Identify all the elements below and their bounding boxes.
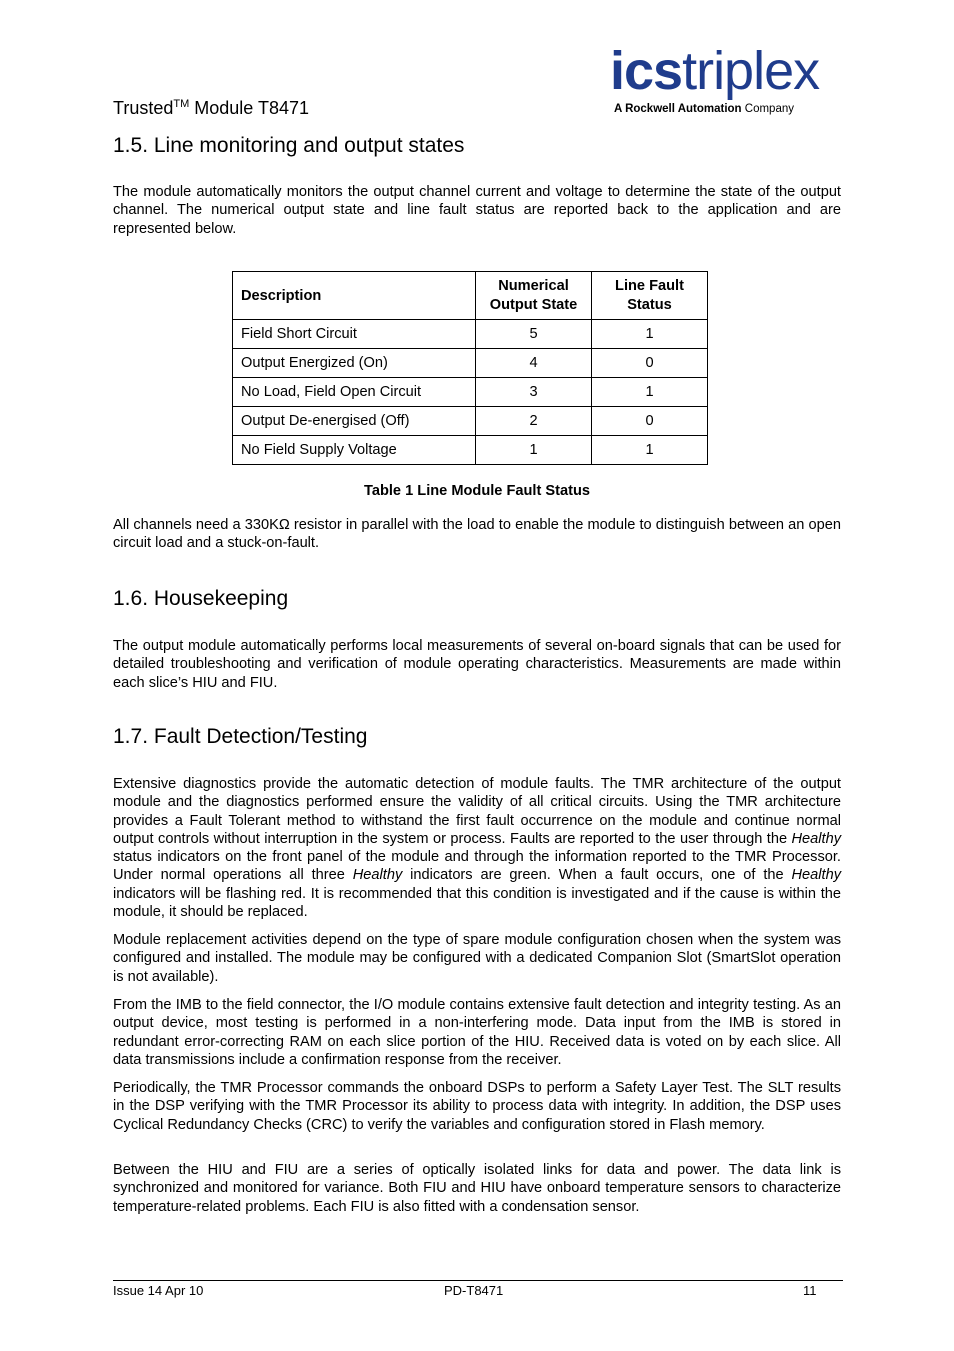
- table-row: [233, 436, 708, 465]
- table-row: [233, 378, 708, 407]
- cell-numerical: 3: [476, 378, 592, 407]
- cell-description: Output De-energised (Off): [233, 407, 476, 436]
- cell-line-fault: 1: [592, 378, 708, 407]
- cell-description: No Field Supply Voltage: [233, 436, 476, 465]
- fault-detection-paragraph-1: Extensive diagnostics provide the automatic detection of module faults. The TMR architecture of the output module and the diagnostics performed ensure the validity of all critical circuits. Using the TMR architecture provides a Fault Tolerant method to withstand the first fault occurrence on the module and continue normal output controls without interruption in the system or process. Faults are reported to the user through the Healthy status indicators on the front panel of the module and through the information reported to the TMR Processor. Under normal operations all three Healthy indicators are green. When a fault occurs, one of the Healthy indicators will be flashing red. It is recommended that this condition is investigated and if the cause is within the module, it should be replaced.: [113, 776, 841, 921]
- fault-detection-paragraph-4: Periodically, the TMR Processor commands the onboard DSPs to perform a Safety Layer Test. The SLT results in the DSP verifying with the TMR Processor its ability to process data with integrity. In addition, the DSP uses Cyclical Redundancy Checks (CRC) to verify the variables and configuration stored in Flash memory.: [113, 1080, 841, 1133]
- table-header-row: [233, 272, 708, 320]
- section-heading-housekeeping: 1.6. Housekeeping: [113, 587, 289, 610]
- cell-line-fault: 1: [592, 320, 708, 349]
- cell-numerical: 4: [476, 349, 592, 378]
- table-caption: Table 1 Line Module Fault Status: [364, 483, 590, 499]
- healthy-term: Healthy: [352, 867, 403, 884]
- cell-description: Output Energized (On): [233, 349, 476, 378]
- footer-doc-id: PD-T8471: [444, 1283, 504, 1298]
- table-row: [233, 407, 708, 436]
- fault-detection-paragraph-5: Between the HIU and FIU are a series of optically isolated links for data and power. The data link is synchronized and monitored for variance. Both FIU and HIU have onboard temperature sensors to characterize temperature-related problems. Each FIU is also fitted with a condensation sensor.: [113, 1162, 841, 1215]
- footer-page-number: 11: [803, 1283, 817, 1298]
- cell-line-fault: 1: [592, 436, 708, 465]
- cell-line-fault: 0: [592, 407, 708, 436]
- logo-wordmark: icstriplex: [610, 41, 820, 101]
- cell-description: Field Short Circuit: [233, 320, 476, 349]
- line-monitoring-intro: The module automatically monitors the output channel current and voltage to determine the state of the output channel. The numerical output state and line fault status are reported back to the application and are represented below.: [113, 184, 841, 237]
- footer-divider: [113, 1280, 843, 1281]
- company-logo: [610, 41, 844, 120]
- table-row: [233, 320, 708, 349]
- resistor-note: All channels need a 330KΩ resistor in parallel with the load to enable the module to distinguish between an open circuit load and a stuck-on-fault.: [113, 517, 841, 552]
- cell-numerical: 2: [476, 407, 592, 436]
- fault-status-table: [232, 271, 708, 465]
- cell-line-fault: 0: [592, 349, 708, 378]
- cell-numerical: 1: [476, 436, 592, 465]
- logo-tagline: A Rockwell Automation Company: [614, 103, 794, 115]
- cell-description: No Load, Field Open Circuit: [233, 378, 476, 407]
- cell-numerical: 5: [476, 320, 592, 349]
- header-product-title: Trusted™ Module T8471: [113, 98, 310, 118]
- footer-issue: Issue 14 Apr 10: [113, 1283, 204, 1298]
- healthy-term: Healthy: [791, 830, 841, 847]
- trademark-mark: TM: [173, 98, 190, 110]
- housekeeping-body: The output module automatically performs local measurements of several on-board signals that can be used for detailed troubleshooting and verification of module operating characteristics. Measurements are made within each slice’s HIU and FIU.: [113, 638, 841, 691]
- table-row: [233, 349, 708, 378]
- section-heading-fault-detection: 1.7. Fault Detection/Testing: [113, 725, 368, 748]
- healthy-term: Healthy: [791, 867, 841, 884]
- column-header-description: Description: [233, 272, 476, 320]
- column-header-numerical-output-state: Numerical Output State: [476, 272, 592, 320]
- fault-detection-paragraph-3: From the IMB to the field connector, the I/O module contains extensive fault detection and integrity testing. As an output device, most testing is performed in a non-interfering mode. Data input from the IMB is stored in redundant error-correcting RAM on each slice portion of the HIU. Received data is voted on by each slice. All data transmissions include a confirmation response from the receiver.: [113, 997, 841, 1068]
- fault-detection-paragraph-2: Module replacement activities depend on the type of spare module configuration chosen when the system was configured and installed. The module may be configured with a dedicated Companion Slot (SmartSlot operation is not available).: [113, 932, 841, 985]
- column-header-line-fault-status: Line Fault Status: [592, 272, 708, 320]
- section-heading-line-monitoring: 1.5. Line monitoring and output states: [113, 134, 465, 157]
